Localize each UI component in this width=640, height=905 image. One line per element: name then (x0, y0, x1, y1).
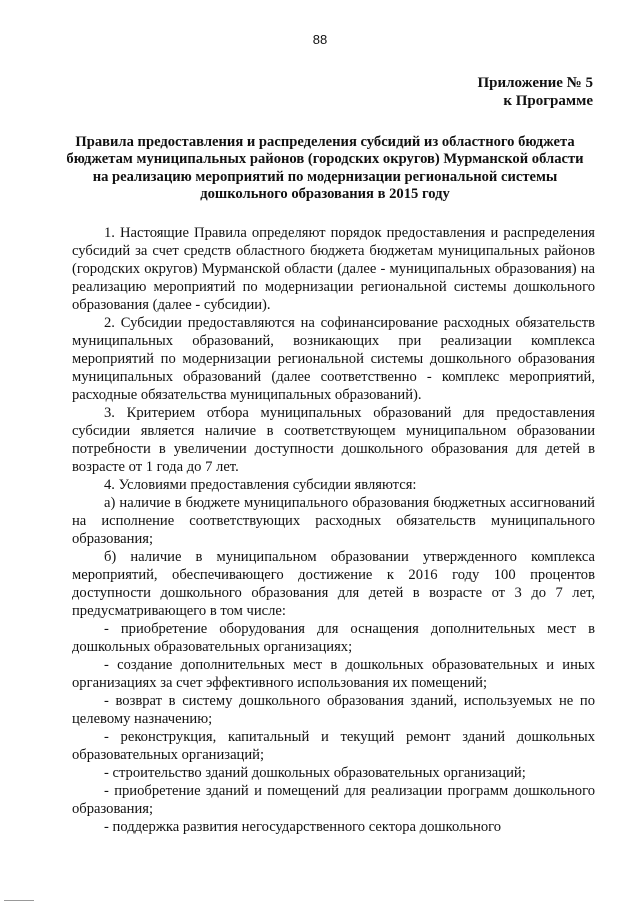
paragraph-4a: а) наличие в бюджете муниципального образования бюджетных ассигнований на исполнение соответствующих расходных обязательств муниципального образования; (72, 495, 595, 547)
list-item-building-return: - возврат в систему дошкольного образования зданий, используемых не по целевому назначению; (72, 693, 595, 727)
paragraph-2: 2. Субсидии предоставляются на софинансирование расходных обязательств муниципальных образований, возникающих при реализации комплекса мероприятий по модернизации региональной системы дошкольного образования муниципальных образований (далее соответственно - комплекс мероприятий, расходные обязательства муниципальных образований). (72, 315, 595, 403)
document-title: Правила предоставления и распределения субсидий из областного бюджета бюджетам муниципальных районов (городских округов) Мурманской области на реализацию мероприятий по модернизации региональной системы дошкольного образования в 2015 году (66, 134, 584, 203)
paragraph-4b: б) наличие в муниципальном образовании утвержденного комплекса мероприятий, обеспечивающего достижение к 2016 году 100 процентов доступности дошкольного образования для детей в возрасте от 3 до 7 лет, предусматривающего в том числе: (72, 549, 595, 619)
footer-rule (4, 900, 34, 901)
list-item-additional-places: - создание дополнительных мест в дошкольных образовательных и иных организациях за счет эффективного использования их помещений; (72, 657, 595, 691)
page-number: 88 (312, 32, 328, 47)
appendix-reference (477, 74, 593, 110)
list-item-reconstruction: - реконструкция, капитальный и текущий ремонт зданий дошкольных образовательных организаций; (72, 729, 595, 763)
list-item-construction: - строительство зданий дошкольных образовательных организаций; (104, 765, 526, 781)
list-item-acquisition: - приобретение зданий и помещений для реализации программ дошкольного образования; (72, 783, 595, 817)
appendix-line-2: к Программе (503, 93, 593, 109)
paragraph-3: 3. Критерием отбора муниципальных образований для предоставления субсидии является наличие в соответствующем муниципальном образовании потребности в увеличении доступности дошкольного образования для детей в возрасте от 1 года до 7 лет. (72, 405, 595, 475)
appendix-line-1: Приложение № 5 (477, 75, 593, 91)
document-body (72, 224, 595, 836)
paragraph-1: 1. Настоящие Правила определяют порядок предоставления и распределения субсидий за счет средств областного бюджета бюджетам муниципальных районов (городских округов) Мурманской области (далее - муниципальных образования) на реализацию мероприятий по модернизации региональной системы дошкольного образования (далее - субсидии). (72, 225, 595, 313)
paragraph-4: 4. Условиями предоставления субсидии являются: (104, 477, 417, 493)
list-item-equipment: - приобретение оборудования для оснащения дополнительных мест в дошкольных образовательных организациях; (72, 621, 595, 655)
list-item-nongovernment-support: - поддержка развития негосударственного сектора дошкольного (104, 819, 502, 835)
